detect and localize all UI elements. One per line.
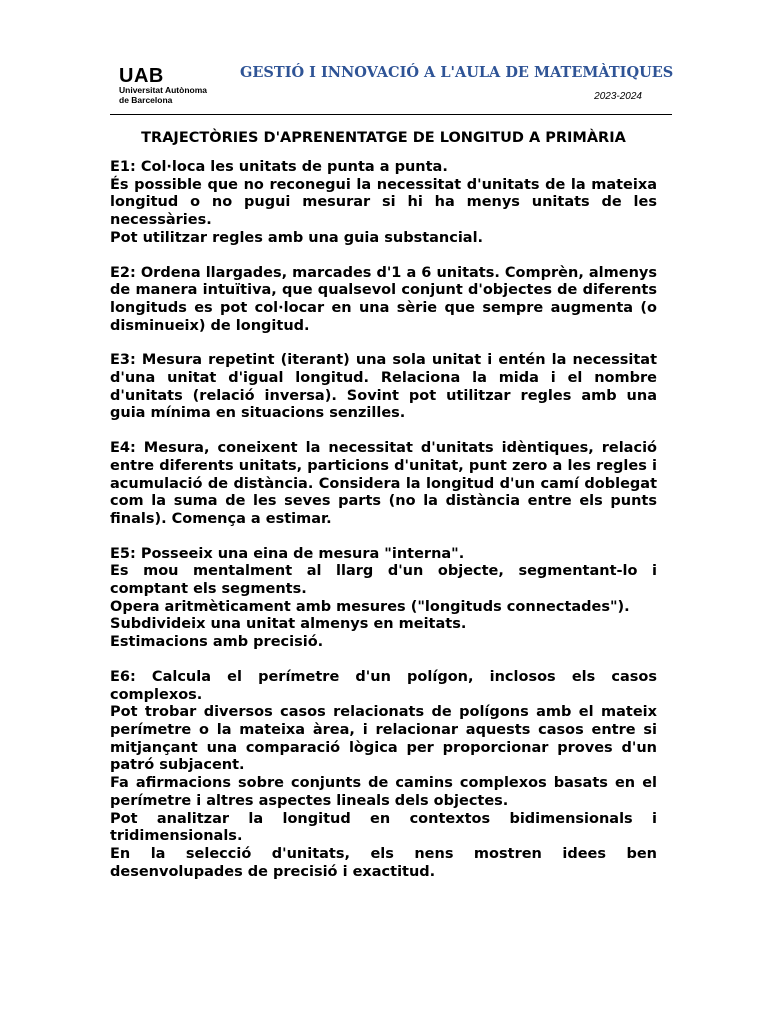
course-year: 2023-2024 bbox=[594, 91, 642, 102]
logo-line-2: de Barcelona bbox=[119, 94, 173, 105]
paragraph: E4: Mesura, coneixent la necessitat d'unitats idèntiques, relació entre diferents unitats, particions d'unitat, punt zero a les regles i acumulació de distància. Considera la longitud d'un camí doblegat com la suma de les seves parts (no la distància entre els punts finals). Comença a estimar. bbox=[110, 440, 657, 527]
document-title: TRAJECTÒRIES D'APRENENTATGE DE LONGITUD A PRIMÀRIA bbox=[141, 130, 626, 146]
paragraph: En la selecció d'unitats, els nens mostren idees ben desenvolupades de precisió i exactitud. bbox=[110, 845, 657, 880]
section-e2 bbox=[110, 265, 657, 336]
paragraph: Estimacions amb precisió. bbox=[110, 634, 324, 651]
section-e1 bbox=[110, 159, 657, 248]
paragraph: Pot analitzar la longitud en contextos bidimensionals i tridimensionals. bbox=[110, 810, 657, 845]
paragraph: E3: Mesura repetint (iterant) una sola unitat i entén la necessitat d'una unitat d'igual longitud. Relaciona la mida i el nombre d'unitats (relació inversa). Sovint pot utilitzar regles amb una guia mínima en situacions senzilles. bbox=[110, 352, 657, 422]
section-e6 bbox=[110, 669, 657, 881]
paragraph: Es mou mentalment al llarg d'un objecte, segmentant-lo i comptant els segments. bbox=[110, 563, 657, 598]
page-header bbox=[110, 60, 672, 115]
paragraph: E1: Col·loca les unitats de punta a punta. bbox=[110, 159, 448, 175]
paragraph: Opera aritmèticament amb mesures ("longituds connectades"). bbox=[110, 598, 630, 615]
section-e3 bbox=[110, 352, 657, 423]
paragraph: Fa afirmacions sobre conjunts de camins complexos basats en el perímetre i altres aspectes lineals dels objectes. bbox=[110, 775, 657, 809]
section-e5 bbox=[110, 546, 657, 652]
paragraph: E2: Ordena llargades, marcades d'1 a 6 unitats. Comprèn, almenys de manera intuïtiva, que qualsevol conjunt d'objectes de diferents longituds es pot col·locar en una sèrie que sempre augmenta (o disminueix) de longitud. bbox=[110, 264, 657, 334]
course-title: GESTIÓ I INNOVACIÓ A L'AULA DE MATEMÀTIQUES bbox=[240, 64, 674, 81]
logo-line-1: Universitat Autònoma bbox=[119, 85, 208, 95]
paragraph: E6: Calcula el perímetre d'un polígon, inclosos els casos complexos. bbox=[110, 668, 657, 703]
paragraph: Subdivideix una unitat almenys en meitats. bbox=[110, 616, 467, 633]
paragraph: Pot utilitzar regles amb una guia substancial. bbox=[110, 229, 484, 246]
paragraph: És possible que no reconegui la necessitat d'unitats de la mateixa longitud o no pugui mesurar si hi ha menys unitats de les necessàries. bbox=[110, 176, 657, 229]
paragraph: E5: Posseeix una eina de mesura "interna". bbox=[110, 545, 465, 562]
logo-mark: UAB bbox=[119, 65, 164, 87]
uab-logo bbox=[119, 66, 239, 105]
document-body bbox=[110, 130, 657, 898]
paragraph: Pot trobar diversos casos relacionats de polígons amb el mateix perímetre o la mateixa àrea, i relacionar aquests casos entre si mitjançant una comparació lògica per proporcionar proves d'un patró subjacent. bbox=[110, 704, 657, 774]
section-e4 bbox=[110, 440, 657, 529]
